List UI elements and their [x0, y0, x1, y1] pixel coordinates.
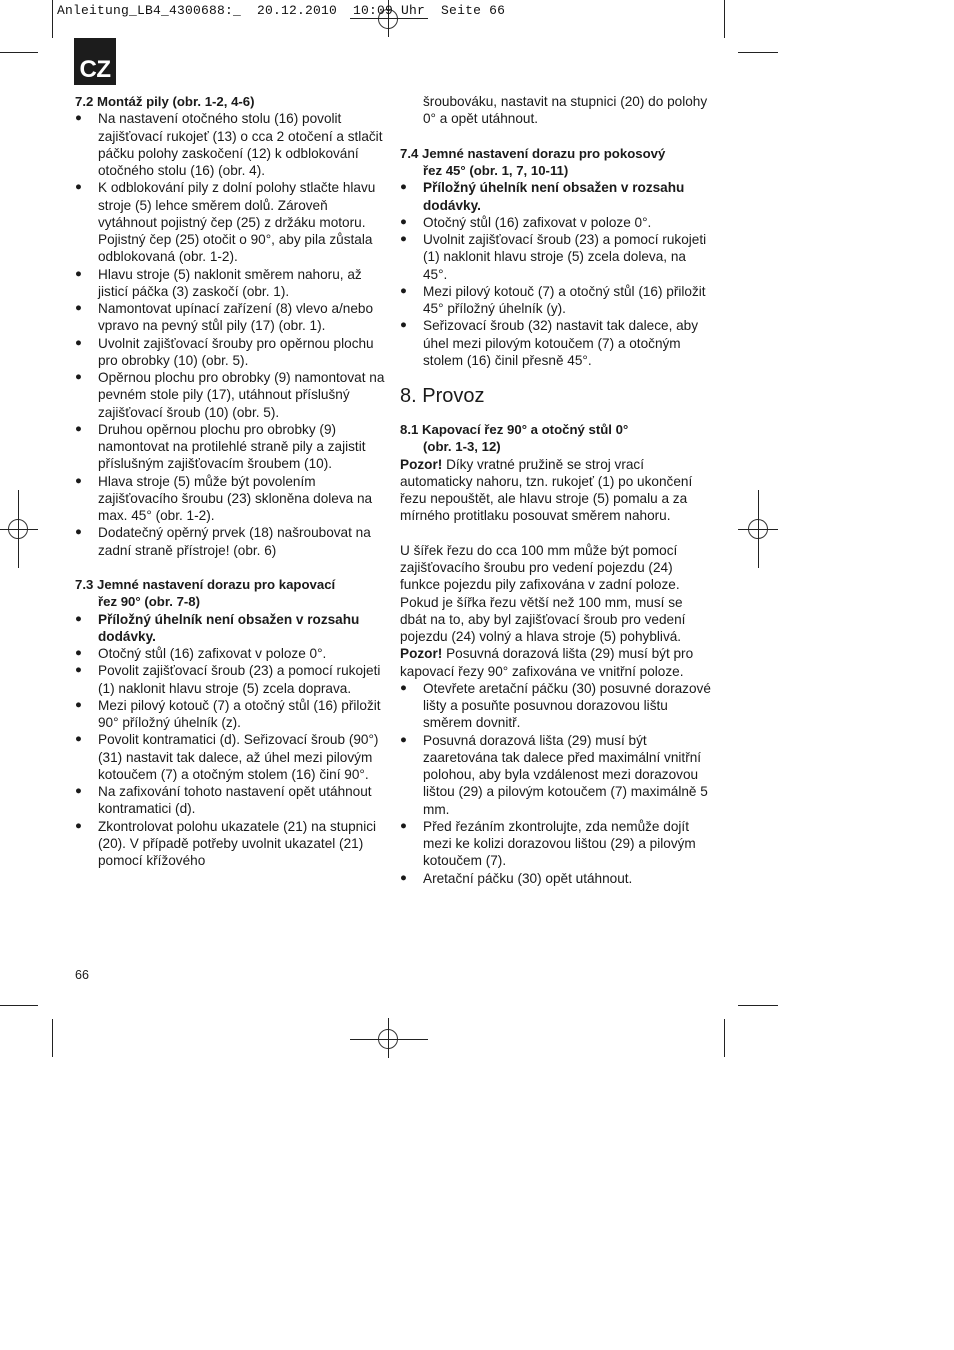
list-item: ● Namontovat upínací zařízení (8) vlevo a/nebo vpravo na pevný stůl pily (17) (obr. 1).	[75, 300, 385, 335]
crop-mark	[52, 1019, 53, 1057]
list-item: ● Otočný stůl (16) zafixovat v poloze 0°.	[75, 645, 385, 662]
warning-label: Pozor!	[400, 646, 443, 662]
right-column	[400, 93, 712, 887]
list-item: ● Opěrnou plochu pro obrobky (9) namontovat na pevném stole pily (17), utáhnout příslušný zajišťovací šroub (10) (obr. 5).	[75, 369, 385, 421]
list-item: ● Mezi pilový kotouč (7) a otočný stůl (16) přiložit 45° příložný úhelník (y).	[400, 283, 712, 318]
list-item: ● Otočný stůl (16) zafixovat v poloze 0°.	[400, 214, 712, 231]
list-item: ● Uvolnit zajišťovací šroub (23) a pomocí rukojeti (1) naklonit hlavu stroje (5) zcela doleva, na 45°.	[400, 231, 712, 283]
continuation-text	[400, 93, 712, 128]
registration-line	[388, 1018, 389, 1058]
list-item: ● Na nastavení otočného stolu (16) povolit zajišťovací rukojeť (13) o cca 2 otočení a stlačit páčku polohy zaskočení (12) k odblokování otočného stolu (16) (obr. 4).	[75, 110, 385, 179]
list-item: ● Aretační páčku (30) opět utáhnout.	[400, 870, 712, 887]
list-item: ● Dodatečný opěrný prvek (18) našroubovat na zadní straně přístroje! (obr. 6)	[75, 524, 385, 559]
section-7-2-title: 7.2 Montáž pily (obr. 1-2, 4-6)	[75, 94, 255, 109]
section-8-1-title	[400, 421, 712, 456]
list-item: ● Před řezáním zkontrolujte, zda nemůže dojít mezi ke kolizi dorazovou lištou (29) a pilovým kotoučem (7).	[400, 818, 712, 870]
registration-line	[738, 529, 778, 530]
section-8-1-title-line2: (obr. 1-3, 12)	[423, 439, 501, 455]
registration-line	[350, 18, 428, 19]
list-item: ● Seřizovací šroub (32) nastavit tak dalece, aby úhel mezi pilovým kotoučem (7) a otočným stolem (16) činil přesně 45°.	[400, 317, 712, 369]
section-7-4-title-line2: řez 45° (obr. 1, 7, 10-11)	[423, 163, 569, 178]
left-column	[75, 93, 385, 869]
crop-mark	[52, 0, 53, 38]
list-item: ● Posuvná dorazová lišta (29) musí být zaaretována tak dalece před maximální vnitřní polohou, aby byla vzdálenost mezi dorazovou lištou (29) a pilovým kotoučem (7) maximálně 5 mm.	[400, 732, 712, 818]
crop-mark	[724, 1019, 725, 1057]
section-7-3-title-line2: řez 90° (obr. 7-8)	[98, 594, 201, 610]
continuation-text-body: šroubováku, nastavit na stupnici (20) do polohy 0° a opět utáhnout.	[423, 94, 708, 127]
list-item: ● Povolit kontramatici (d). Seřizovací šroub (90°) (31) nastavit tak dalece, až úhel mezi pilovým kotoučem (7) a otočným stolem (16) činí 90°.	[75, 731, 385, 783]
section-7-3-list	[75, 611, 385, 870]
section-7-4-title-line1: 7.4 Jemné nastavení dorazu pro pokosový	[400, 145, 666, 161]
list-item: ● Příložný úhelník není obsažen v rozsahu dodávky.	[75, 611, 385, 646]
section-7-3-title-line1: 7.3 Jemné nastavení dorazu pro kapovací	[75, 577, 336, 592]
section-7-4-list	[400, 179, 712, 369]
list-item: ● Zkontrolovat polohu ukazatele (21) na stupnici (20). V případě potřeby uvolnit ukazatel (21) pomocí křížového	[75, 818, 385, 870]
warning-label: Pozor!	[400, 456, 443, 472]
list-item: ● K odblokování pily z dolní polohy stlačte hlavu stroje (5) lehce směrem dolů. Zároveň vytáhnout pojistný čep (25) z držáku motoru. Pojistný čep (25) otočit o 90°, aby pila zůstala odblokovaná (obr. 1-2).	[75, 179, 385, 265]
section-7-3-title	[75, 576, 385, 611]
paragraph: U šířek řezu do cca 100 mm může být pomocí zajišťovacího šroubu pro vedení pojezdu (24) funkce pojezdu pily zafixována v zadní poloze. Pokud je šířka řezu větší než 100 mm, musí se dbát na to, aby byl zajišťovací šroub pro vedení pojezdu (24) volný a hlava stroje (5) pohyblivá.	[400, 542, 686, 644]
crop-mark	[0, 1005, 38, 1006]
section-7-4-title	[400, 145, 712, 180]
registration-line	[350, 1039, 428, 1040]
list-item: ● Hlava stroje (5) může být povolením zajišťovacího šroubu (23) skloněna doleva na max. 45° (obr. 1-2).	[75, 473, 385, 525]
language-tab	[74, 38, 116, 85]
section-8-1-title-line1: 8.1 Kapovací řez 90° a otočný stůl 0°	[400, 422, 629, 437]
language-tab-label: CZ	[79, 56, 111, 83]
list-item: ● Mezi pilový kotouč (7) a otočný stůl (16) přiložit 90° příložný úhelník (z).	[75, 697, 385, 732]
registration-line	[0, 529, 38, 530]
list-item: ● Uvolnit zajišťovací šrouby pro opěrnou plochu pro obrobky (10) (obr. 5).	[75, 335, 385, 370]
list-item: ● Na zafixování tohoto nastavení opět utáhnout kontramatici (d).	[75, 783, 385, 818]
list-item: ● Povolit zajišťovací šroub (23) a pomocí rukojeti (1) naklonit hlavu stroje (5) zcela doprava.	[75, 662, 385, 697]
paragraph-text: Díky vratné pružině se stroj vrací automaticky nahoru, tzn. rukojeť (1) po ukončení řezu nepouštět, ale hlavu stroje (5) pomalu a za mírného protitlaku posouvat směrem nahoru.	[400, 456, 693, 524]
section-7-2-list	[75, 110, 385, 559]
print-header: Anleitung_LB4_4300688:_ 20.12.2010 10:09 Uhr Seite 66	[57, 3, 506, 18]
paragraph-text: Posuvná dorazová lišta (29) musí být pro kapovací řezy 90° zafixována ve vnitřní poloze.	[400, 646, 694, 679]
list-item: ● Druhou opěrnou plochu pro obrobky (9) namontovat na protilehlé straně pily a zajistit příslušným zajišťovacím šroubem (10).	[75, 421, 385, 473]
crop-mark	[738, 52, 778, 53]
crop-mark	[738, 1005, 778, 1006]
section-8-1-list	[400, 680, 712, 887]
paragraph	[400, 456, 712, 525]
crop-mark	[0, 52, 38, 53]
list-item: ● Otevřete aretační páčku (30) posuvné dorazové lišty a posuňte posuvnou dorazovou lištu směrem dovnitř.	[400, 680, 712, 732]
list-item: ● Hlavu stroje (5) naklonit směrem nahoru, až jisticí páčka (3) zaskočí (obr. 1).	[75, 266, 385, 301]
paragraph	[400, 645, 712, 680]
crop-mark	[724, 0, 725, 38]
page-number: 66	[75, 968, 89, 982]
section-8-title: 8. Provoz	[400, 385, 485, 407]
list-item: ● Příložný úhelník není obsažen v rozsahu dodávky.	[400, 179, 712, 214]
